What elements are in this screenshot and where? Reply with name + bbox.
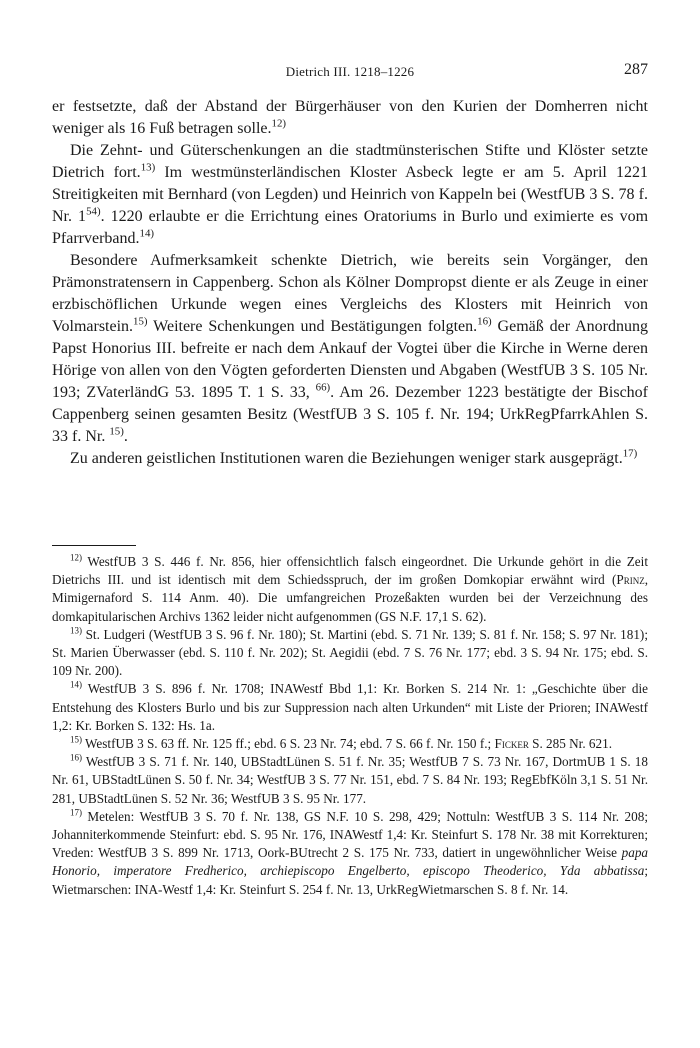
footnote-15: $^{15)}$ WestfUB 3 S. 63 ff. Nr. 125 ff.; ebd. 6 S. 23 Nr. 74; ebd. 7 S. 66 f. Nr. 150 f.; Ficker S. 285 Nr. 621. — [70, 734, 612, 752]
paragraph: er festsetzte, daß der Abstand der Bürgerhäuser von den Kurien der Domherren nicht weniger als 16 Fuß betragen solle.$^{12)}$ — [52, 98, 648, 137]
page-header — [52, 61, 648, 84]
page-number: 287 — [624, 61, 648, 78]
paragraph: Zu anderen geistlichen Institutionen waren die Beziehungen weniger stark ausgeprägt.$^{17)}$ — [70, 447, 638, 467]
footnote-14: $^{14)}$ WestfUB 3 S. 896 f. Nr. 1708; INAWestf Bbd 1,1: Kr. Borken S. 214 Nr. 1: „Geschichte über die Entstehung des Klosters Burlo und bis zur Suppression nach alten Urkunden“ mit Liste der Prioren; INAWestf 1,2: Kr. Borken S. 132: Hs. 1a. — [52, 680, 648, 733]
main-text — [52, 96, 648, 470]
footnote-12: $^{12)}$ WestfUB 3 S. 446 f. Nr. 856, hier offensichtlich falsch eingeordnet. Die Urkunde gehört in die Zeit Dietrichs III. und ist identisch mit dem Schiedsspruch, der im großen Domkopiar erwähnt wird (Prinz, Mimigernaford S. 114 Anm. 40). Die umfangreichen Prozeßakten wurden bei der Verzeichnung des domkapitularischen Archivs 1362 leider nicht aufgenommen (GS N.F. 17,1 S. 62). — [52, 552, 648, 624]
running-title: Dietrich III. 1218–1226 — [285, 64, 415, 79]
footnote-16: $^{16)}$ WestfUB 3 S. 71 f. Nr. 140, UBStadtLünen S. 51 f. Nr. 35; WestfUB 7 S. 73 Nr. 167, DortmUB 1 S. 18 Nr. 61, UBStadtLünen S. 50 f. Nr. 34; WestfUB 3 S. 77 Nr. 151, ebd. 7 S. 84 Nr. 193; RegEbfKöln 3,1 S. 51 Nr. 281, UBStadtLünen S. 52 Nr. 36; WestfUB 3 S. 95 Nr. 177. — [52, 752, 648, 806]
footnote-17: $^{17)}$ Metelen: WestfUB 3 S. 70 f. Nr. 138, GS N.F. 10 S. 298, 429; Nottuln: WestfUB 3 S. 114 Nr. 208; Johanniterkommende Steinfurt: ebd. S. 95 Nr. 176, INAWestf 1,4: Kr. Steinfurt S. 178 Nr. 38 mit Korrekturen; Vreden: WestfUB 3 S. 899 Nr. 1713, Oork-BUtrecht 2 S. 175 Nr. 733, datiert in ungewöhnlicher Weise papa Honorio, imperatore Fredherico, archiepiscopo Engelberto, episcopo Theoderico, Yda abbatissa; Wietmarschen: INA-Westf 1,4: Kr. Steinfurt S. 254 f. Nr. 13, UrkRegWietmarschen S. 8 f. Nr. 14. — [52, 807, 648, 897]
paragraph: Die Zehnt- und Güterschenkungen an die stadtmünsterischen Stifte und Klöster setzte Dietrich fort.$^{13)}$ Im westmünsterländischen Kloster Asbeck legte er am 5. April 1221 Streitigkeiten mit Bernhard (von Legden) und Heinrich von Kappeln bei (WestfUB 3 S. 78 f. Nr. 1$^{54)}$. 1220 erlaubte er die Errichtung eines Oratoriums in Burlo und eximierte es vom Pfarrverband.$^{14)}$ — [52, 142, 649, 247]
footnotes — [52, 553, 648, 899]
footnote-13: $^{13)}$ St. Ludgeri (WestfUB 3 S. 96 f. Nr. 180); St. Martini (ebd. S. 71 Nr. 139; S. 81 f. Nr. 158; S. 97 Nr. 181); St. Marien Überwasser (ebd. S. 110 f. Nr. 202); St. Aegidii (ebd. 7 S. 76 Nr. 177; ebd. 3 S. 94 Nr. 175; ebd. S. 109 Nr. 200). — [52, 625, 648, 679]
paragraph: Besondere Aufmerksamkeit schenkte Dietrich, wie bereits sein Vorgänger, den Prämonstratensern in Cappenberg. Schon als Kölner Dompropst diente er als Zeuge in einer erzbischöflichen Urkunde wegen eines Vergleichs des Klosters mit Heinrich von Volmarstein.$^{15)}$ Weitere Schenkungen und Bestätigungen folgten.$^{16)}$ Gemäß der Anordnung Papst Honorius III. befreite er nach dem Ankauf der Vogtei über die Kirche in Werne deren Hörige von allen von den Vögten geforderten Diensten und Abgaben (WestfUB 3 S. 105 Nr. 193; ZVaterländG 53. 1895 T. 1 S. 33, $^{66)}$. Am 26. Dezember 1223 bestätigte der Bischof Cappenberg seinen gesamten Besitz (WestfUB 3 S. 105 f. Nr. 194; UrkRegPfarrkAhlen S. 33 f. Nr. $^{15)}$. — [52, 252, 648, 445]
footnote-separator — [52, 545, 136, 546]
